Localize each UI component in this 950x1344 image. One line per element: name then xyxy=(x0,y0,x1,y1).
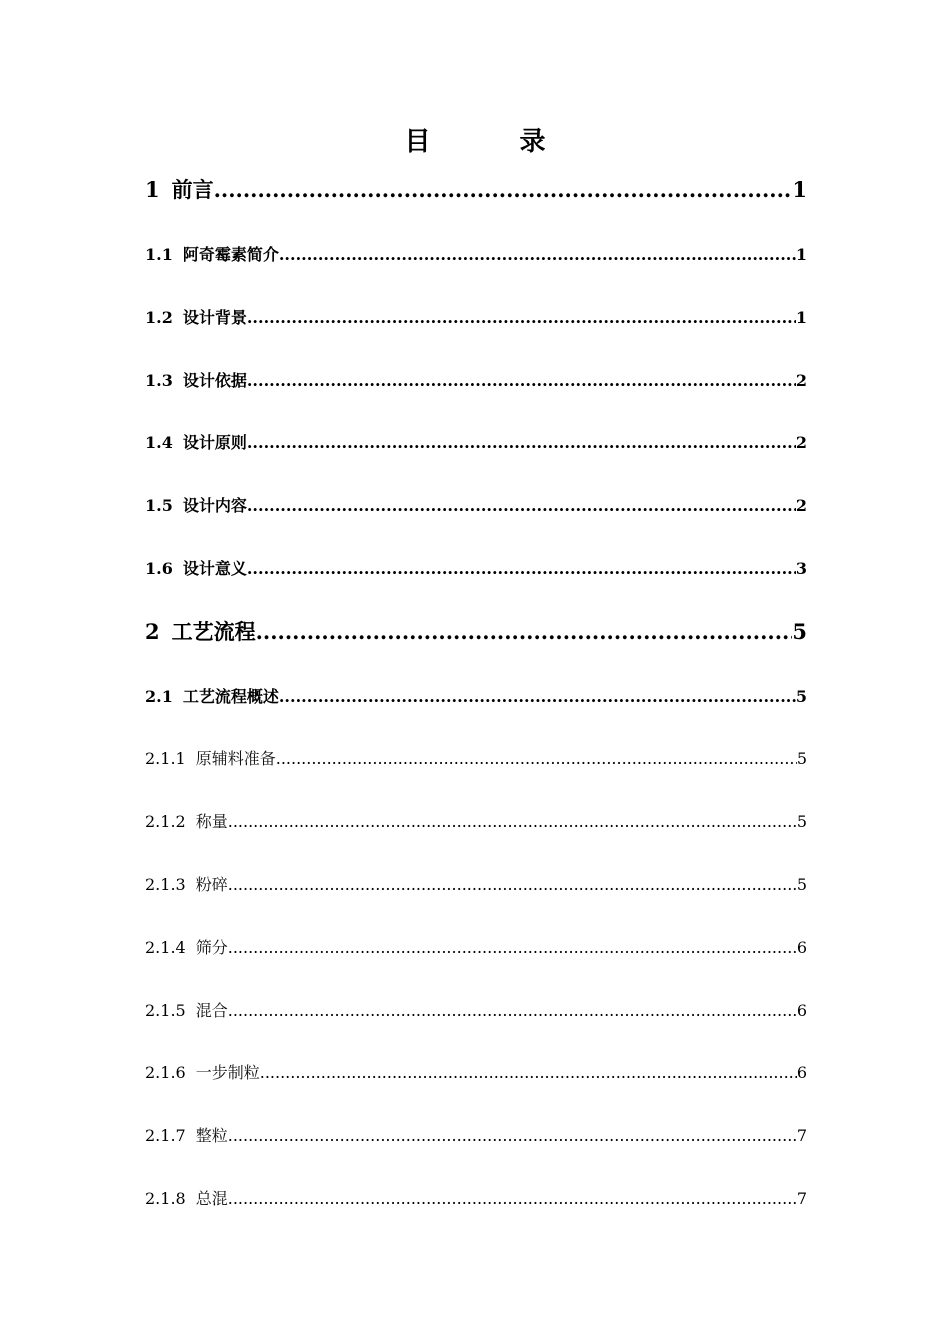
toc-entry-label: 前言 xyxy=(171,177,214,202)
toc-entry-label: 工艺流程概述 xyxy=(182,687,279,706)
toc-entry-1-3[interactable] xyxy=(145,370,807,392)
toc-entry-2-1-3[interactable] xyxy=(145,874,807,896)
toc-entry-page: 3 xyxy=(795,559,807,578)
toc-entry-label: 设计意义 xyxy=(182,559,247,578)
toc-entry-page: 6 xyxy=(796,938,807,957)
toc-title: 目 录 xyxy=(404,127,586,157)
toc-leader-dots xyxy=(228,1125,797,1147)
toc-entry-label: 设计内容 xyxy=(182,496,247,515)
toc-entry-page: 5 xyxy=(796,749,807,768)
toc-entry-2-1-1[interactable] xyxy=(145,748,807,770)
toc-entry-label: 工艺流程 xyxy=(171,619,256,644)
toc-entry-number: 2.1.2 xyxy=(145,812,186,831)
toc-entry-label: 阿奇霉素简介 xyxy=(182,245,279,264)
toc-entry-1-1[interactable] xyxy=(145,244,807,266)
toc-entry-number: 2.1.6 xyxy=(145,1063,186,1082)
toc-entry-page: 5 xyxy=(796,812,807,831)
toc-leader-dots xyxy=(228,811,797,833)
toc-leader-dots xyxy=(279,244,796,266)
toc-entry-2-1[interactable] xyxy=(145,686,807,708)
toc-entry-number: 1.3 xyxy=(145,371,173,390)
toc-entry-label: 设计依据 xyxy=(182,371,247,390)
toc-entry-number: 1.2 xyxy=(145,308,173,327)
toc-entry-1-6[interactable] xyxy=(145,558,807,580)
toc-entry-page: 6 xyxy=(796,1001,807,1020)
toc-entry-label: 混合 xyxy=(195,1001,228,1020)
toc-entry-page: 1 xyxy=(795,308,807,327)
toc-entry-label: 称量 xyxy=(195,812,228,831)
toc-entry-page: 5 xyxy=(795,687,807,706)
toc-leader-dots xyxy=(247,495,796,517)
toc-entry-page: 5 xyxy=(792,619,807,644)
toc-entry-label: 设计原则 xyxy=(182,433,247,452)
toc-entry-page: 1 xyxy=(792,177,807,202)
toc-entry-2-1-4[interactable] xyxy=(145,937,807,959)
toc-entry-number: 1.4 xyxy=(145,433,173,452)
toc-entry-page: 6 xyxy=(796,1063,807,1082)
toc-entry-label: 粉碎 xyxy=(195,875,228,894)
toc-entry-label: 整粒 xyxy=(195,1126,228,1145)
toc-leader-dots xyxy=(247,307,796,329)
toc-entry-page: 1 xyxy=(795,245,807,264)
toc-entry-page: 2 xyxy=(795,433,807,452)
toc-entry-1-5[interactable] xyxy=(145,495,807,517)
toc-leader-dots xyxy=(247,558,796,580)
toc-entry-label: 设计背景 xyxy=(182,308,247,327)
toc-entry-number: 2.1.7 xyxy=(145,1126,186,1145)
toc-leader-dots xyxy=(247,370,796,392)
toc-entry-number: 2.1.4 xyxy=(145,938,186,957)
toc-entry-number: 2 xyxy=(145,619,160,644)
toc-entry-page: 2 xyxy=(795,371,807,390)
toc-leader-dots xyxy=(276,748,797,770)
toc-entry-2-1-8[interactable] xyxy=(145,1188,807,1210)
toc-entry-2[interactable] xyxy=(145,618,807,646)
toc-leader-dots xyxy=(256,618,793,646)
toc-leader-dots xyxy=(214,176,793,204)
toc-leader-dots xyxy=(247,432,796,454)
toc-entry-number: 2.1.8 xyxy=(145,1189,186,1208)
toc-entry-1-4[interactable] xyxy=(145,432,807,454)
toc-leader-dots xyxy=(279,686,796,708)
toc-entry-number: 2.1.3 xyxy=(145,875,186,894)
toc-leader-dots xyxy=(228,1000,797,1022)
toc-entry-label: 原辅料准备 xyxy=(195,749,276,768)
toc-entry-page: 7 xyxy=(796,1126,807,1145)
toc-entry-page: 7 xyxy=(796,1189,807,1208)
toc-leader-dots xyxy=(228,874,797,896)
toc-entry-number: 1.1 xyxy=(145,245,173,264)
toc-entry-number: 1.5 xyxy=(145,496,173,515)
toc-entry-number: 2.1 xyxy=(145,687,173,706)
toc-entry-1-2[interactable] xyxy=(145,307,807,329)
toc-entry-number: 2.1.1 xyxy=(145,749,186,768)
toc-leader-dots xyxy=(228,1188,797,1210)
toc-entry-label: 筛分 xyxy=(195,938,228,957)
toc-entry-1[interactable] xyxy=(145,176,807,204)
toc-entry-2-1-6[interactable] xyxy=(145,1062,807,1084)
toc-entry-2-1-2[interactable] xyxy=(145,811,807,833)
toc-entry-number: 1 xyxy=(145,177,160,202)
toc-entry-2-1-7[interactable] xyxy=(145,1125,807,1147)
toc-entry-number: 1.6 xyxy=(145,559,173,578)
toc-entry-label: 总混 xyxy=(195,1189,228,1208)
toc-entry-page: 2 xyxy=(795,496,807,515)
toc-leader-dots xyxy=(228,937,797,959)
toc-entry-label: 一步制粒 xyxy=(195,1063,260,1082)
toc-entry-number: 2.1.5 xyxy=(145,1001,186,1020)
toc-entry-page: 5 xyxy=(796,875,807,894)
toc-entry-2-1-5[interactable] xyxy=(145,1000,807,1022)
toc-leader-dots xyxy=(260,1062,797,1084)
